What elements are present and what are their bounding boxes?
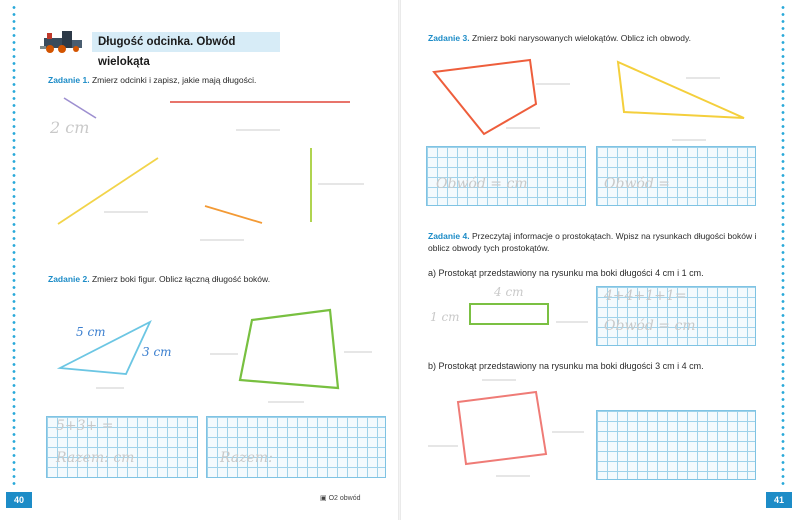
task4-part-b: b) Prostokąt przedstawiony na rysunku ma boki długości 3 cm i 4 cm. <box>428 361 704 371</box>
footer-code <box>320 494 361 502</box>
task4-label: Zadanie 4. <box>428 231 470 241</box>
task1-text: Zmierz odcinki i zapisz, jakie mają długości. <box>91 75 257 85</box>
task4-a-sum: 4+4+1+1= <box>604 288 687 304</box>
task4-text: Przeczytaj informacje o prostokątach. Wpisz na rysunkach długości boków i oblicz obwody tych prostokątów. <box>428 231 757 253</box>
task3-triangle <box>618 62 744 118</box>
segment-purple <box>64 98 96 118</box>
triangle-side-b: 3 cm <box>142 345 172 359</box>
task3-perimeter-hint-2: Obwód = <box>604 176 670 192</box>
triangle-side-a: 5 cm <box>76 325 106 339</box>
segment-yellow <box>58 158 158 224</box>
task4-a-perimeter: Obwód = cm <box>604 318 696 334</box>
triangle-figure <box>60 322 150 374</box>
page-number-left: 40 <box>6 492 32 508</box>
task3-label: Zadanie 3. <box>428 33 470 43</box>
task2-total-hint: Razem: cm <box>56 450 135 466</box>
quadrilateral-figure <box>240 310 338 388</box>
footer-book-icon: ▣ <box>320 495 327 502</box>
task2-label: Zadanie 2. <box>48 274 90 284</box>
task3-quadrilateral <box>434 60 536 134</box>
page-number-right: 41 <box>766 492 792 508</box>
task2-sum-hint: 5+3+ = <box>56 418 114 434</box>
task4-rectangle-b <box>458 392 546 464</box>
task1-sample-answer: 2 cm <box>50 118 90 137</box>
task4-rectangle-a <box>470 304 548 324</box>
task4-a-top-label: 4 cm <box>494 285 524 299</box>
task4-part-a: a) Prostokąt przedstawiony na rysunku ma boki długości 4 cm i 1 cm. <box>428 268 704 278</box>
task3-text: Zmierz boki narysowanych wielokątów. Oblicz ich obwody. <box>471 33 691 43</box>
task4-a-left-label: 1 cm <box>430 310 460 324</box>
segment-orange <box>205 206 262 223</box>
task2-text: Zmierz boki figur. Oblicz łączną długość boków. <box>91 274 271 284</box>
task2-total-hint-2: Razem: <box>220 450 273 466</box>
section-title: Długość odcinka. Obwód wielokąta <box>92 32 280 52</box>
task3-perimeter-hint: Obwód = cm <box>436 176 528 192</box>
task1-label: Zadanie 1. <box>48 75 90 85</box>
footer-code-text: O2 obwód <box>328 495 361 502</box>
